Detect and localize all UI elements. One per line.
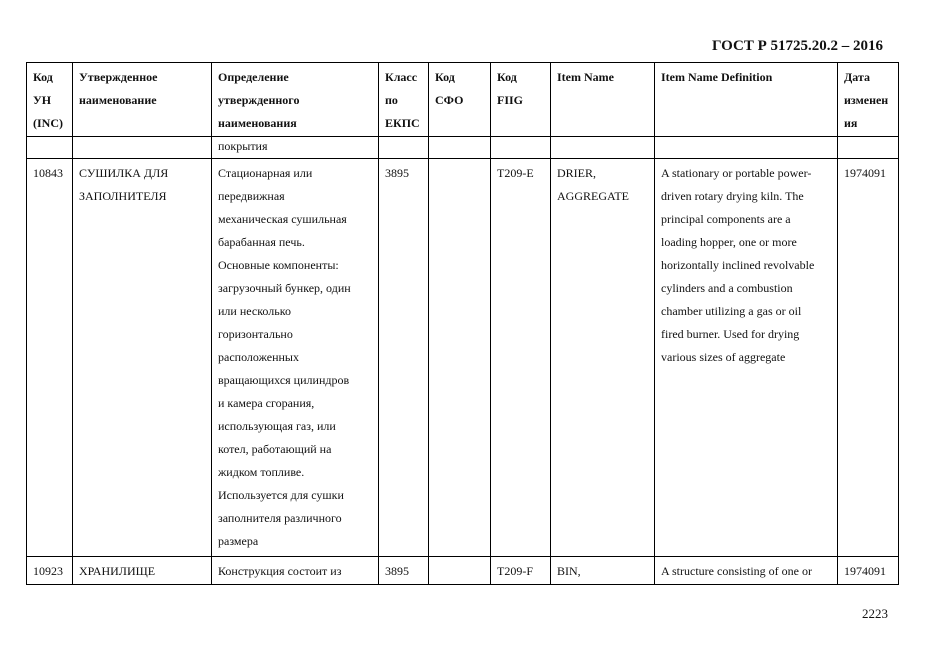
text-line: fired burner. Used for drying bbox=[661, 327, 800, 341]
cell-item-name bbox=[551, 557, 655, 585]
text-line: барабанная печь. bbox=[218, 235, 305, 249]
cell-empty bbox=[379, 137, 429, 159]
text-line: Дата bbox=[844, 70, 870, 84]
cell-empty bbox=[655, 137, 838, 159]
col-header-fiig-code bbox=[491, 63, 551, 137]
text-line: по bbox=[385, 93, 398, 107]
cell-definition bbox=[212, 159, 379, 557]
text-line: наименование bbox=[79, 93, 157, 107]
cell-fiig-code: T209-E bbox=[491, 159, 551, 557]
col-header-item-name bbox=[551, 63, 655, 137]
cell-inc: 10923 bbox=[27, 557, 73, 585]
cell-empty bbox=[429, 137, 491, 159]
text-line: (INC) bbox=[33, 116, 63, 130]
cell-ekps-class: 3895 bbox=[379, 159, 429, 557]
text-line: Класс bbox=[385, 70, 418, 84]
cell-sfo-code bbox=[429, 557, 491, 585]
cell-empty bbox=[73, 137, 212, 159]
text-line: Код bbox=[435, 70, 455, 84]
table-header-row bbox=[27, 63, 899, 137]
cell-sfo-code bbox=[429, 159, 491, 557]
text-line: AGGREGATE bbox=[557, 189, 629, 203]
cell-empty bbox=[838, 137, 899, 159]
col-header-item-name-definition bbox=[655, 63, 838, 137]
text-line: ХРАНИЛИЩЕ bbox=[79, 564, 156, 578]
text-line: жидком топливе. bbox=[218, 465, 305, 479]
text-line: Код bbox=[497, 70, 517, 84]
text-line: driven rotary drying kiln. The bbox=[661, 189, 804, 203]
cell-empty bbox=[551, 137, 655, 159]
text-line: наименования bbox=[218, 116, 297, 130]
col-header-approved-name bbox=[73, 63, 212, 137]
text-line: расположенных bbox=[218, 350, 299, 364]
text-line: Стационарная или bbox=[218, 166, 313, 180]
cell-change-date: 1974091 bbox=[838, 159, 899, 557]
text-line: использующая газ, или bbox=[218, 419, 336, 433]
text-line: cylinders and a combustion bbox=[661, 281, 793, 295]
text-line: размера bbox=[218, 534, 259, 548]
text-line: изменен bbox=[844, 93, 889, 107]
text-line: и камера сгорания, bbox=[218, 396, 315, 410]
text-line: FIIG bbox=[497, 93, 524, 107]
text-line: Используется для сушки bbox=[218, 488, 344, 502]
text-line: chamber utilizing a gas or oil bbox=[661, 304, 802, 318]
col-header-change-date bbox=[838, 63, 899, 137]
text-line: horizontally inclined revolvable bbox=[661, 258, 815, 272]
text-line: загрузочный бункер, один bbox=[218, 281, 351, 295]
cell-item-definition bbox=[655, 159, 838, 557]
col-header-inc bbox=[27, 63, 73, 137]
col-header-ekps-class bbox=[379, 63, 429, 137]
cell-change-date: 1974091 bbox=[838, 557, 899, 585]
cell-approved-name bbox=[73, 557, 212, 585]
text-line: СФО bbox=[435, 93, 464, 107]
text-line: BIN, bbox=[557, 564, 581, 578]
table-row-continuation bbox=[27, 137, 899, 159]
cell-definition bbox=[212, 557, 379, 585]
text-line: Item Name bbox=[557, 70, 614, 84]
text-line: котел, работающий на bbox=[218, 442, 332, 456]
cell-item-definition bbox=[655, 557, 838, 585]
text-line: ЕКПС bbox=[385, 116, 420, 130]
classifier-table bbox=[26, 62, 899, 585]
cell-fiig-code: T209-F bbox=[491, 557, 551, 585]
text-line: A structure consisting of one or bbox=[661, 564, 812, 578]
text-line: покрытия bbox=[218, 139, 268, 153]
text-line: various sizes of aggregate bbox=[661, 350, 786, 364]
text-line: передвижная bbox=[218, 189, 285, 203]
text-line: Основные компоненты: bbox=[218, 258, 339, 272]
text-line: механическая сушильная bbox=[218, 212, 347, 226]
text-line: утвержденного bbox=[218, 93, 300, 107]
text-line: Код bbox=[33, 70, 53, 84]
text-line: СУШИЛКА ДЛЯ bbox=[79, 166, 169, 180]
col-header-name-definition bbox=[212, 63, 379, 137]
text-line: ЗАПОЛНИТЕЛЯ bbox=[79, 189, 167, 203]
text-line: DRIER, bbox=[557, 166, 596, 180]
page-number: 2223 bbox=[862, 606, 888, 621]
text-line: ия bbox=[844, 116, 858, 130]
text-line: заполнителя различного bbox=[218, 511, 342, 525]
table-row bbox=[27, 159, 899, 557]
document-code: ГОСТ Р 51725.20.2 – 2016 bbox=[712, 38, 884, 54]
text-line: Утвержденное bbox=[79, 70, 158, 84]
text-line: Определение bbox=[218, 70, 289, 84]
text-line: или несколько bbox=[218, 304, 291, 318]
text-line: principal components are a bbox=[661, 212, 791, 226]
cell-approved-name bbox=[73, 159, 212, 557]
cell-ekps-class: 3895 bbox=[379, 557, 429, 585]
text-line: Конструкция состоит из bbox=[218, 564, 342, 578]
cell-empty bbox=[491, 137, 551, 159]
cell-item-name bbox=[551, 159, 655, 557]
text-line: A stationary or portable power- bbox=[661, 166, 812, 180]
cell-empty bbox=[27, 137, 73, 159]
cell-definition bbox=[212, 137, 379, 159]
table-row bbox=[27, 557, 899, 585]
text-line: loading hopper, one or more bbox=[661, 235, 797, 249]
cell-inc: 10843 bbox=[27, 159, 73, 557]
text-line: Item Name Definition bbox=[661, 70, 773, 84]
text-line: горизонтально bbox=[218, 327, 293, 341]
text-line: вращающихся цилиндров bbox=[218, 373, 350, 387]
text-line: УН bbox=[33, 93, 52, 107]
col-header-sfo-code bbox=[429, 63, 491, 137]
